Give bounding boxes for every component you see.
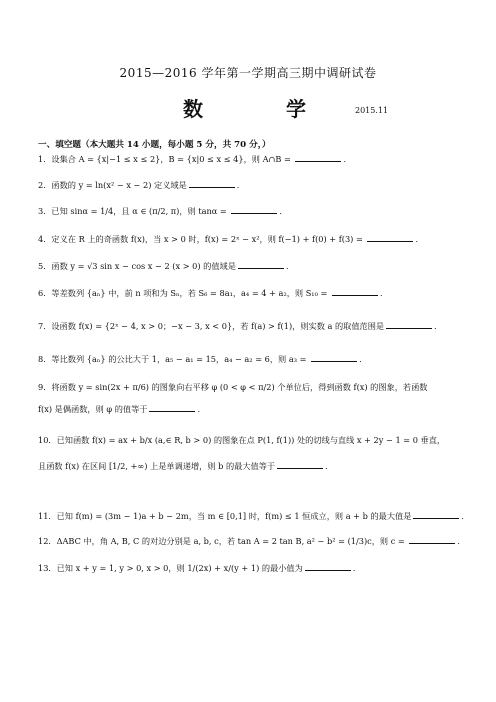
question-11 [38,510,468,522]
question-text: 等比数列 {aₙ} 的公比大于 1，a₅ − a₁ = 15，a₄ − a₂ = 6，则 a₃ = [51,354,310,364]
question-number: 12． [38,536,57,546]
question-text: 函数 y = √3 sin x − cos x − 2 (x > 0) 的值域是 [51,261,236,271]
question-number: 7． [38,321,52,331]
question-text: 设函数 f(x) = {2ˣ − 4, x > 0；−x − 3, x < 0}，若 f(a) > f(1)，则实数 a 的取值范围是 [51,321,385,331]
question-text-line2: f(x) 是偶函数，则 φ 的值等于 [38,404,148,414]
question-tail: ． [457,536,466,546]
question-text: ΔABC 中，角 A, B, C 的对边分别是 a, b, c，若 tan A = 2 tan B, a² − b² = (1/3)c，则 c = [56,536,408,546]
answer-blank[interactable] [238,260,284,269]
question-tail: ． [279,206,288,216]
answer-blank[interactable] [189,179,235,188]
answer-blank[interactable] [149,403,195,412]
answer-blank[interactable] [409,535,455,544]
question-text: 设集合 A = {x|−1 ≤ x ≤ 2}，B = {x|0 ≤ x ≤ 4}，则 A∩B = [51,154,294,164]
question-12 [38,535,468,547]
question-number: 1． [38,154,52,164]
question-tail: ． [379,288,389,298]
question-text: 等差数列 {aₙ} 中，前 n 项和为 Sₙ，若 S₆ = 8a₁，a₄ = 4 + a₂，则 S₁₀ = [51,288,330,298]
question-tail: ． [197,404,206,414]
question-text: 将函数 y = sin(2x + π/6) 的图象向右平移 φ (0 < φ < π/2) 个单位后，得到函数 f(x) 的图象，若函数 [51,382,428,392]
question-number: 8． [38,354,52,364]
question-tail: ． [325,461,334,471]
question-1 [38,153,468,165]
answer-blank[interactable] [332,287,378,296]
question-text: 已知函数 f(x) = ax + b/x (a,∈ R, b > 0) 的图象在点 P(1, f(1)) 处的切线与直线 x + 2y − 1 = 0 垂直， [56,435,446,445]
answer-blank[interactable] [311,353,357,362]
question-tail: ． [285,261,295,271]
question-number: 11． [38,511,57,521]
subject-heading: 数 学 [183,97,344,121]
answer-blank[interactable] [386,320,432,329]
question-tail: ． [461,511,470,521]
question-6 [38,287,468,299]
question-number: 3． [38,206,52,216]
answer-blank[interactable] [231,205,277,214]
question-9 [38,381,468,414]
question-tail: ． [415,234,424,244]
question-text-line2: 且函数 f(x) 在区间 [1/2, +∞) 上是单调递增，则 b 的最大值等于 [38,461,276,471]
question-2 [38,179,468,191]
answer-blank[interactable] [277,460,323,469]
question-number: 13． [38,563,57,573]
question-number: 9． [38,382,52,392]
question-text: 已知 x + y = 1, y > 0, x > 0，则 1/(2x) + x/(y + 1) 的最小值为 [56,563,303,573]
question-text: 函数的 y = ln(x² − x − 2) 定义域是 [51,180,187,190]
question-number: 10． [38,435,57,445]
question-5 [38,260,468,272]
question-tail: ． [434,321,443,331]
question-tail: ． [343,154,352,164]
question-tail: ． [352,563,362,573]
question-text: 已知 f(m) = (3m − 1)a + b − 2m，当 m ∈ [0,1] 时，f(m) ≤ 1 恒成立，则 a + b 的最大值是 [56,511,412,521]
question-8 [38,353,468,365]
question-7 [38,320,468,332]
question-4 [38,233,468,245]
exam-date: 2015.11 [355,106,389,115]
question-tail: ． [359,354,368,364]
answer-blank[interactable] [295,153,341,162]
answer-blank[interactable] [367,233,413,242]
question-3 [38,205,468,217]
question-number: 6． [38,288,52,298]
question-tail: ． [236,180,245,190]
exam-title: 2015—2016 学年第一学期高三期中调研试卷 [119,66,377,80]
question-number: 4． [38,234,52,244]
question-10 [38,434,468,471]
section-heading: 一、填空题（本大题共 14 小题，每小题 5 分，共 70 分，） [38,140,271,150]
question-text: 已知 sinα = 1/4，且 α ∈ (π/2, π)，则 tanα = [51,206,230,216]
answer-blank[interactable] [413,510,459,519]
answer-blank[interactable] [305,562,351,571]
question-number: 2． [38,180,52,190]
question-text: 定义在 R 上的奇函数 f(x)，当 x > 0 时，f(x) = 2ˣ − x²，则 f(−1) + f(0) + f(3) = [51,234,366,244]
question-number: 5． [38,261,52,271]
question-13 [38,562,468,574]
